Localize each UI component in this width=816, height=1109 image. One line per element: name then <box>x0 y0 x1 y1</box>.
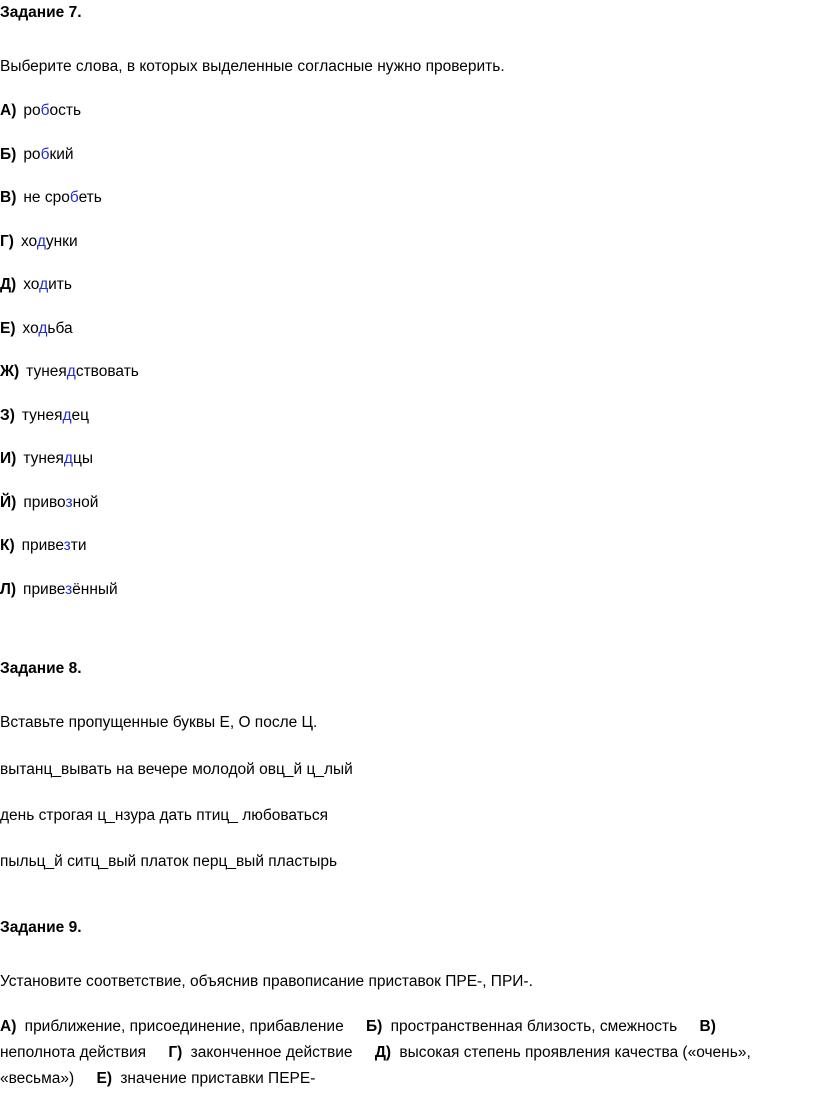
word-part: ной <box>72 494 99 511</box>
word-part: ьба <box>47 320 73 337</box>
task7-item <box>0 449 93 469</box>
task8-line-2: день строгая ц_нзура дать птиц_ любоваться <box>0 807 329 824</box>
task8-title: Задание 8. <box>0 660 82 677</box>
option-label: В) <box>699 1018 716 1035</box>
highlighted-consonant: д <box>62 407 72 424</box>
item-label: К) <box>0 537 15 554</box>
word-part: тунея <box>21 407 63 424</box>
option-label: Б) <box>366 1018 383 1035</box>
task8-line-3: пыльц_й ситц_вый платок перц_вый пластырь <box>0 853 338 870</box>
word-part: тунея <box>23 450 64 467</box>
option-label: Д) <box>374 1044 392 1061</box>
highlighted-consonant: б <box>40 102 50 119</box>
task9-title: Задание 9. <box>0 919 82 936</box>
task8-line-1: вытанц_вывать на вечере молодой овц_й ц_лый <box>0 761 353 778</box>
task7-item <box>0 536 87 556</box>
task9-option <box>97 1070 316 1087</box>
word-part: еть <box>78 189 102 206</box>
word-part: ро <box>23 102 41 119</box>
option-text: пространственная близость, смежность <box>390 1018 678 1035</box>
word-part: приве <box>23 581 66 598</box>
item-label: Л) <box>0 581 17 598</box>
item-label: Д) <box>0 276 17 293</box>
task8-instruction: Вставьте пропущенные буквы Е, О после Ц. <box>0 714 318 731</box>
word-part: ствовать <box>75 363 139 380</box>
task9-option <box>366 1018 677 1035</box>
item-label: И) <box>0 450 17 467</box>
task7-item <box>0 232 78 252</box>
word-part: приве <box>21 537 64 554</box>
task7-item <box>0 580 118 600</box>
option-label: А) <box>0 1018 17 1035</box>
option-text: значение приставки ПЕРЕ- <box>120 1070 316 1087</box>
highlighted-consonant: з <box>65 494 73 511</box>
word-part: ость <box>49 102 82 119</box>
item-label: А) <box>0 102 17 119</box>
task7-instruction: Выберите слова, в которых выделенные согласные нужно проверить. <box>0 58 505 75</box>
word-part: тунея <box>26 363 67 380</box>
task7-item <box>0 101 81 121</box>
highlighted-consonant: д <box>63 450 73 467</box>
highlighted-consonant: д <box>36 233 46 250</box>
word-part: ец <box>71 407 90 424</box>
item-label: Й) <box>0 494 17 511</box>
word-part: хо <box>23 276 40 293</box>
item-label: Е) <box>0 320 16 337</box>
highlighted-consonant: б <box>40 146 50 163</box>
item-label: Г) <box>0 233 14 250</box>
task9-option <box>0 1018 344 1035</box>
item-label: З) <box>0 407 15 424</box>
task7-item <box>0 319 73 339</box>
item-label: Б) <box>0 146 17 163</box>
word-part: хо <box>20 233 37 250</box>
item-label: Ж) <box>0 363 20 380</box>
word-part: ти <box>70 537 87 554</box>
task7-item <box>0 145 74 165</box>
highlighted-consonant: з <box>63 537 71 554</box>
highlighted-consonant: б <box>69 189 79 206</box>
highlighted-consonant: д <box>66 363 76 380</box>
option-text: законченное действие <box>190 1044 353 1061</box>
task9-options <box>0 1014 790 1092</box>
option-text: приближение, присоединение, прибавление <box>24 1018 344 1035</box>
task9-instruction: Установите соответствие, объяснив правописание приставок ПРЕ-, ПРИ-. <box>0 973 533 990</box>
option-label: Г) <box>168 1044 183 1061</box>
word-part: унки <box>45 233 78 250</box>
task7-item <box>0 275 72 295</box>
word-part: ро <box>23 146 41 163</box>
option-text: неполнота действия <box>0 1044 147 1061</box>
word-part: кий <box>49 146 74 163</box>
task9-option <box>168 1044 352 1061</box>
item-label: В) <box>0 189 17 206</box>
task7-item <box>0 493 98 513</box>
highlighted-consonant: з <box>65 581 73 598</box>
task7-item <box>0 188 102 208</box>
highlighted-consonant: д <box>39 276 49 293</box>
option-text: высокая степень проявления качества («очень», «весьма») <box>0 1044 751 1087</box>
option-label: Е) <box>96 1070 112 1087</box>
word-part: приво <box>23 494 66 511</box>
word-part: ённый <box>72 581 118 598</box>
task7-item <box>0 406 89 426</box>
word-part: хо <box>22 320 39 337</box>
task7-item <box>0 362 139 382</box>
word-part: не сро <box>23 189 70 206</box>
task7-title: Задание 7. <box>0 4 82 21</box>
highlighted-consonant: д <box>38 320 48 337</box>
word-part: цы <box>72 450 93 467</box>
word-part: ить <box>48 276 72 293</box>
